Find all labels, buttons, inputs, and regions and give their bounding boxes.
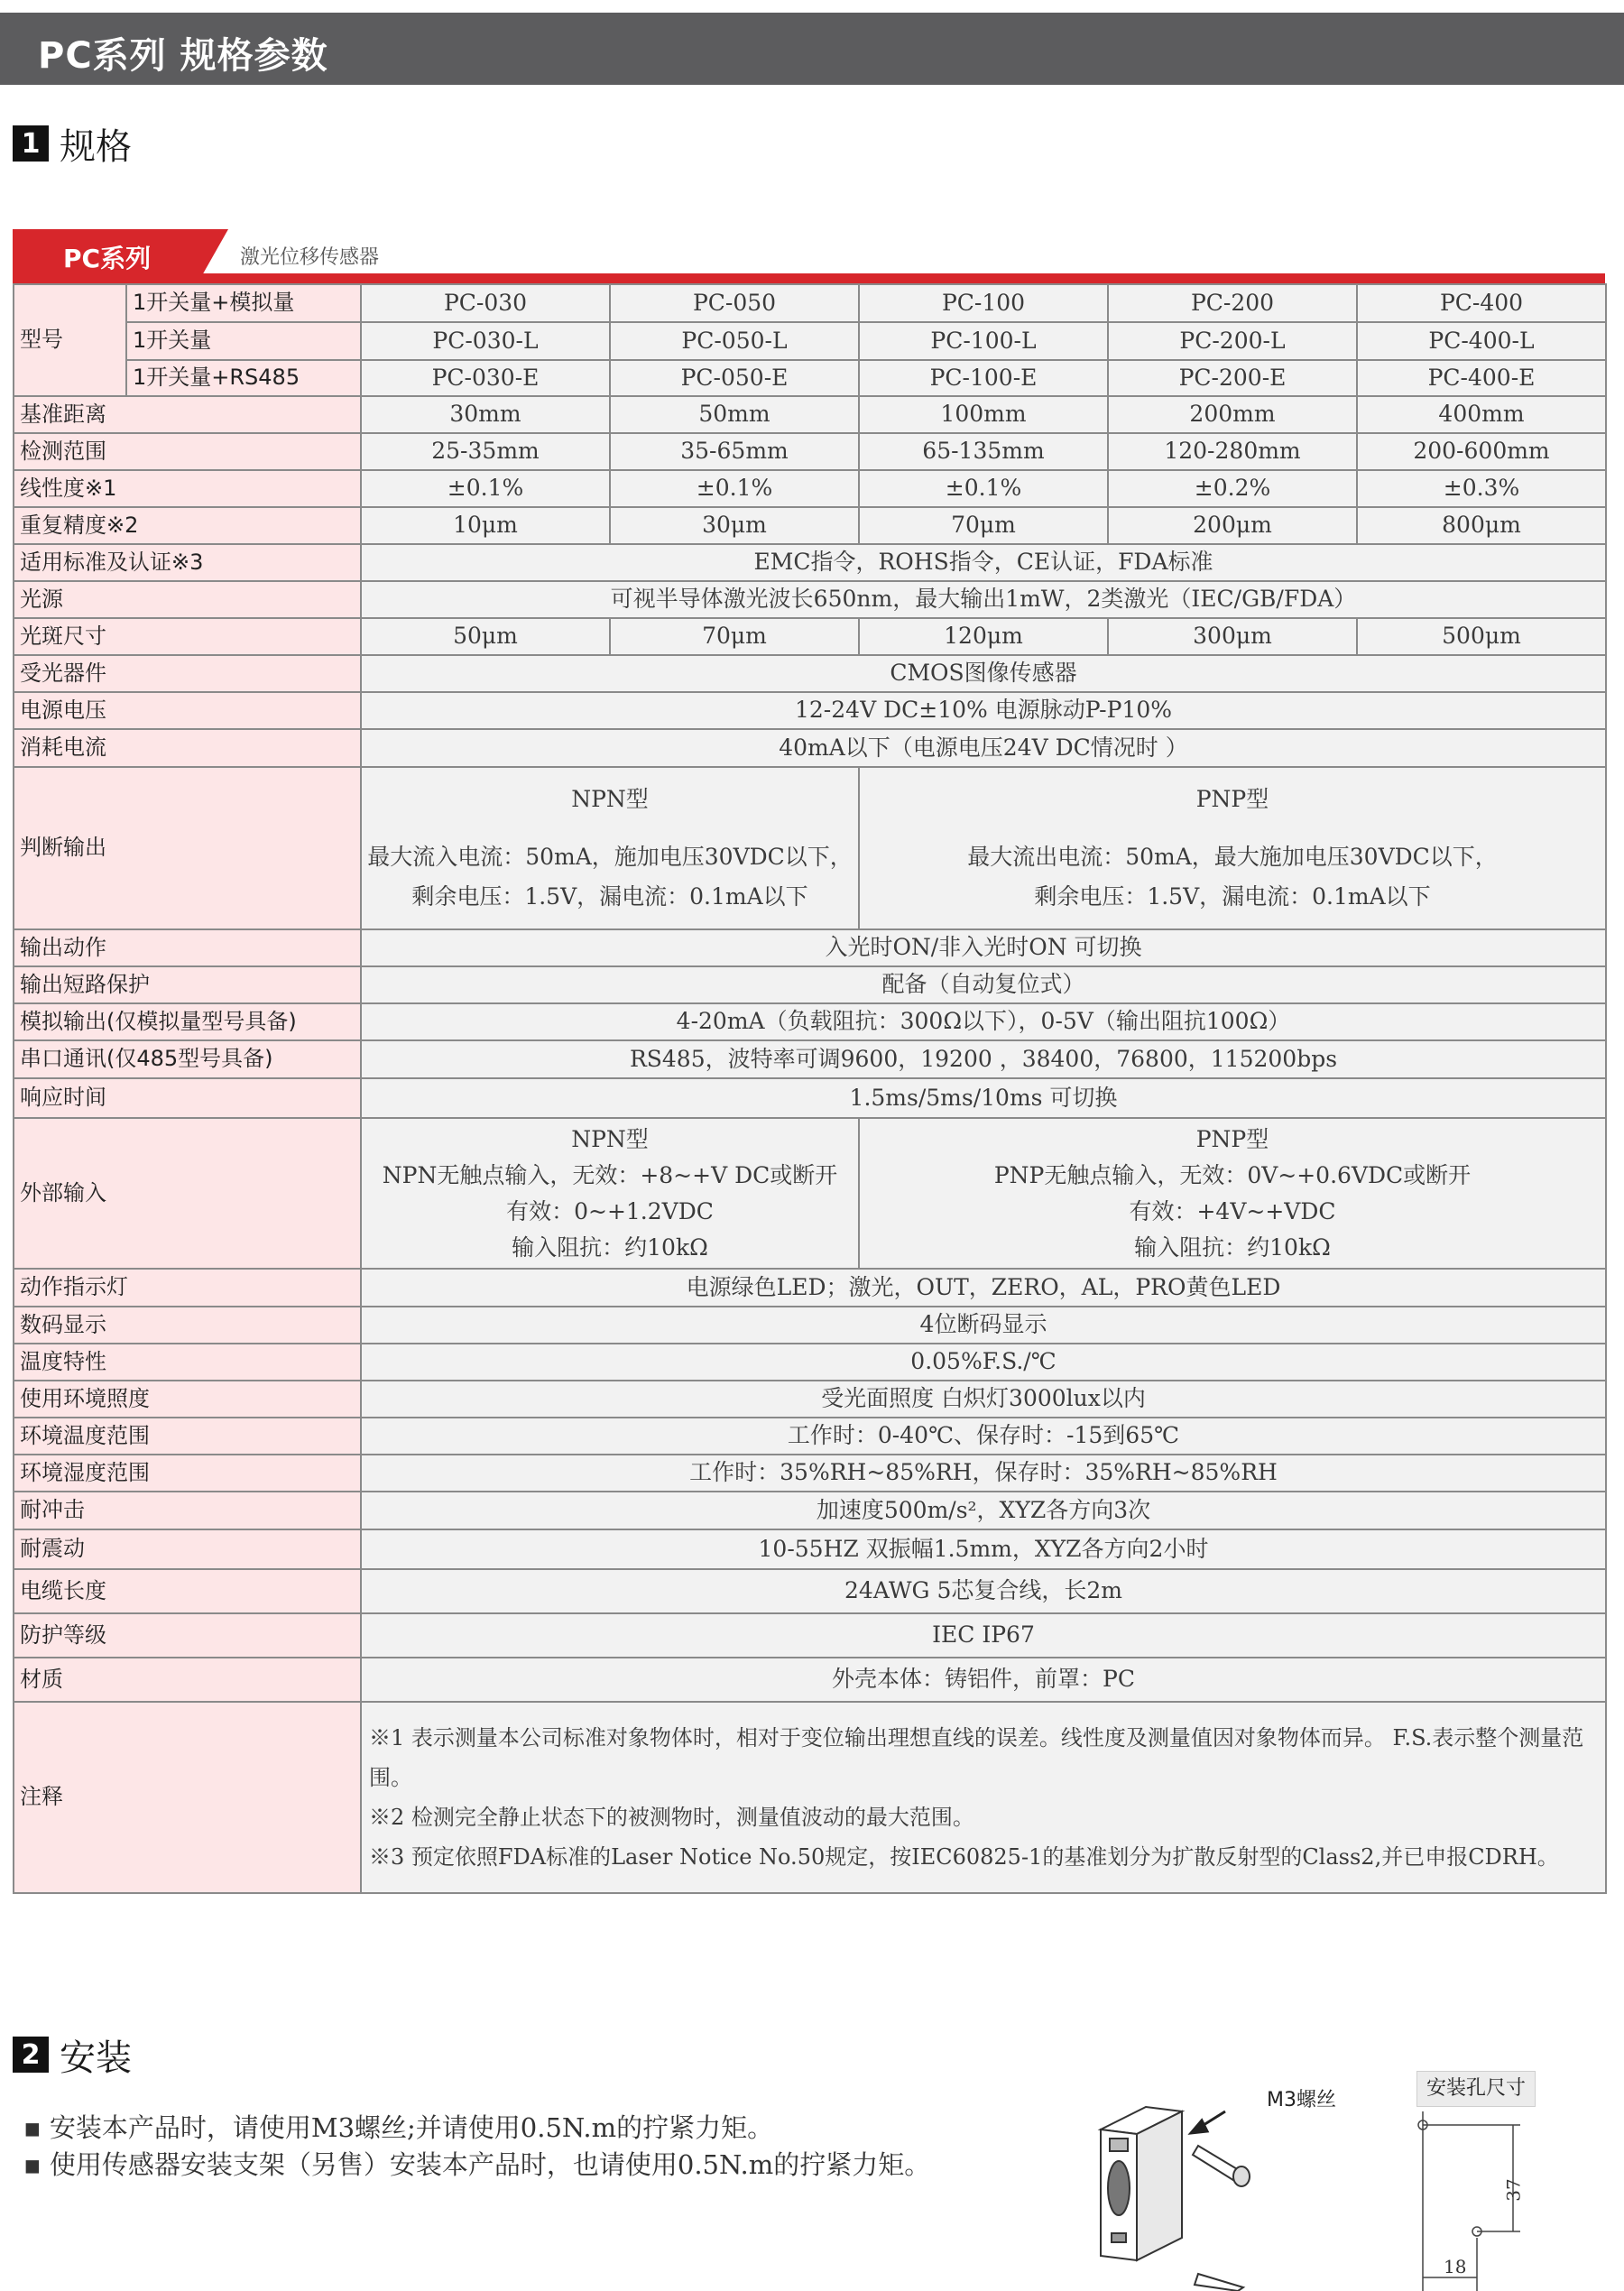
pnp-input-cell	[859, 1118, 1606, 1269]
series-tab	[13, 229, 198, 283]
npn-line: 有效：0~+1.2VDC	[506, 1197, 714, 1224]
dimension-horizontal: 18	[1444, 2256, 1467, 2277]
value-cell: 30mm	[361, 396, 610, 433]
hole-dimension-drawing	[1403, 2111, 1556, 2291]
row-label: 消耗电流	[14, 729, 361, 767]
sensor-body-drawing	[1101, 2107, 1182, 2260]
value-cell: CMOS图像传感器	[361, 655, 1606, 692]
value-cell: ±0.1%	[859, 470, 1108, 507]
value-cell: 70μm	[859, 507, 1108, 544]
value-cell: 4-20mA（负载阻抗：300Ω以下），0-5V（输出阻抗100Ω）	[361, 1003, 1606, 1040]
table-row	[14, 1613, 1606, 1658]
value-cell: RS485，波特率可调9600，19200 ，38400，76800，115200bps	[361, 1040, 1606, 1078]
pnp-title: PNP型	[1195, 1125, 1269, 1152]
table-row	[14, 470, 1606, 507]
row-label: 基准距离	[14, 396, 361, 433]
row-label: 耐震动	[14, 1529, 361, 1569]
row-label: 耐冲击	[14, 1492, 361, 1529]
value-cell: 10-55HZ 双振幅1.5mm，XYZ各方向2小时	[361, 1529, 1606, 1569]
npn-line: 输入阻抗：约10kΩ	[512, 1233, 708, 1261]
value-cell: 配备（自动复位式）	[361, 966, 1606, 1003]
install-instruction: ▪ 安装本产品时，请使用M3螺丝;并请使用0.5N.m的拧紧力矩。	[23, 2112, 774, 2143]
value-cell: 800μm	[1357, 507, 1606, 544]
value-cell: 12-24V DC±10% 电源脉动P-P10%	[361, 692, 1606, 729]
model-cell: PC-200	[1108, 284, 1357, 322]
notes-cell	[361, 1702, 1606, 1893]
row-label: 输出动作	[14, 929, 361, 966]
table-row	[14, 729, 1606, 767]
pnp-line: 剩余电压：1.5V，漏电流：0.1mA以下	[1034, 883, 1431, 910]
table-row	[14, 1381, 1606, 1418]
table-row	[14, 396, 1606, 433]
model-cell: PC-100-L	[859, 322, 1108, 360]
series-underline	[13, 273, 1605, 283]
table-row	[14, 655, 1606, 692]
value-cell: 25-35mm	[361, 433, 610, 470]
table-row	[14, 1455, 1606, 1492]
series-name: PC系列	[63, 244, 152, 273]
value-cell: 50mm	[610, 396, 859, 433]
value-cell: 加速度500m/s²，XYZ各方向3次	[361, 1492, 1606, 1529]
header-banner	[0, 13, 1624, 85]
install-instruction: ▪ 使用传感器安装支架（另售）安装本产品时，也请使用0.5N.m的拧紧力矩。	[23, 2149, 931, 2180]
table-row	[14, 507, 1606, 544]
model-cell: PC-400-L	[1357, 322, 1606, 360]
series-subtitle: 激光位移传感器	[240, 246, 380, 269]
spec-table	[13, 283, 1607, 1894]
value-cell: 30μm	[610, 507, 859, 544]
npn-title: NPN型	[571, 1125, 649, 1152]
section-1-heading	[13, 121, 132, 166]
table-row	[14, 1307, 1606, 1344]
row-label: 串口通讯(仅485型号具备)	[14, 1040, 361, 1078]
row-label: 受光器件	[14, 655, 361, 692]
table-row	[14, 966, 1606, 1003]
note-line: ※2 检测完全静止状态下的被测物时，测量值波动的最大范围。	[369, 1805, 974, 1830]
row-label: 电缆长度	[14, 1569, 361, 1613]
row-label: 环境湿度范围	[14, 1455, 361, 1492]
value-cell: ±0.1%	[361, 470, 610, 507]
row-label: 线性度※1	[14, 470, 361, 507]
value-cell: 400mm	[1357, 396, 1606, 433]
value-cell: 200mm	[1108, 396, 1357, 433]
table-row	[14, 284, 1606, 322]
table-row	[14, 322, 1606, 360]
value-cell: 电源绿色LED；激光，OUT，ZERO，AL，PRO黄色LED	[361, 1269, 1606, 1307]
page-title: PC系列 规格参数	[38, 35, 328, 77]
table-row	[14, 1078, 1606, 1118]
npn-title: NPN型	[571, 786, 649, 812]
model-cell: PC-200-L	[1108, 322, 1357, 360]
value-cell: 50μm	[361, 618, 610, 655]
value-cell: 可视半导体激光波长650nm，最大输出1mW，2类激光（IEC/GB/FDA）	[361, 581, 1606, 618]
row-label: 判断输出	[14, 767, 361, 929]
model-cell: PC-400	[1357, 284, 1606, 322]
value-cell: 35-65mm	[610, 433, 859, 470]
series-tab-notch	[198, 229, 228, 283]
value-cell: 500μm	[1357, 618, 1606, 655]
screw-drawing	[1193, 2146, 1250, 2291]
value-cell: 100mm	[859, 396, 1108, 433]
npn-input-cell	[361, 1118, 859, 1269]
value-cell: 24AWG 5芯复合线，长2m	[361, 1569, 1606, 1613]
value-cell: 1.5ms/5ms/10ms 可切换	[361, 1078, 1606, 1118]
table-row	[14, 433, 1606, 470]
row-label: 响应时间	[14, 1078, 361, 1118]
value-cell: ±0.1%	[610, 470, 859, 507]
pnp-line: 最大流出电流：50mA，最大施加电压30VDC以下，	[967, 844, 1498, 870]
series-bar	[13, 229, 1605, 283]
row-label: 重复精度※2	[14, 507, 361, 544]
table-row	[14, 1040, 1606, 1078]
arrow-icon	[1191, 2111, 1225, 2133]
value-cell: 工作时：0-40℃、保存时：-15到65℃	[361, 1418, 1606, 1455]
row-label: 注释	[14, 1702, 361, 1893]
value-cell: 65-135mm	[859, 433, 1108, 470]
row-label: 材质	[14, 1658, 361, 1702]
row-label: 适用标准及认证※3	[14, 544, 361, 581]
value-cell: 120-280mm	[1108, 433, 1357, 470]
table-row	[14, 929, 1606, 966]
variant-label: 1开关量	[126, 322, 361, 360]
table-row	[14, 1003, 1606, 1040]
value-cell: 工作时：35%RH~85%RH，保存时：35%RH~85%RH	[361, 1455, 1606, 1492]
npn-line: 最大流入电流：50mA，施加电压30VDC以下，	[367, 844, 853, 870]
row-label: 温度特性	[14, 1344, 361, 1381]
value-cell: ±0.2%	[1108, 470, 1357, 507]
row-label: 防护等级	[14, 1613, 361, 1658]
table-row	[14, 692, 1606, 729]
table-row	[14, 544, 1606, 581]
model-cell: PC-050-L	[610, 322, 859, 360]
npn-output-cell	[361, 767, 859, 929]
value-cell: IEC IP67	[361, 1613, 1606, 1658]
screw-label: M3螺丝	[1267, 2089, 1336, 2111]
table-row	[14, 1269, 1606, 1307]
value-cell: 70μm	[610, 618, 859, 655]
value-cell: ±0.3%	[1357, 470, 1606, 507]
table-row	[14, 1702, 1606, 1893]
section-2-title: 安装	[60, 2037, 132, 2079]
row-label: 检测范围	[14, 433, 361, 470]
row-label: 输出短路保护	[14, 966, 361, 1003]
row-label: 数码显示	[14, 1307, 361, 1344]
table-row	[14, 581, 1606, 618]
value-cell: 外壳本体：铸铝件，前罩：PC	[361, 1658, 1606, 1702]
model-cell: PC-050	[610, 284, 859, 322]
table-row	[14, 1418, 1606, 1455]
table-row	[14, 618, 1606, 655]
dimension-vertical: 37	[1502, 2178, 1525, 2202]
row-label: 环境温度范围	[14, 1418, 361, 1455]
row-label: 光斑尺寸	[14, 618, 361, 655]
model-cell: PC-200-E	[1108, 360, 1357, 396]
model-label: 型号	[14, 284, 126, 396]
table-row	[14, 1344, 1606, 1381]
variant-label: 1开关量+模拟量	[126, 284, 361, 322]
value-cell: 入光时ON/非入光时ON 可切换	[361, 929, 1606, 966]
value-cell: 0.05%F.S./℃	[361, 1344, 1606, 1381]
value-cell: 200-600mm	[1357, 433, 1606, 470]
value-cell: 200μm	[1108, 507, 1357, 544]
model-cell: PC-050-E	[610, 360, 859, 396]
value-cell: 10μm	[361, 507, 610, 544]
row-label: 模拟输出(仅模拟量型号具备)	[14, 1003, 361, 1040]
row-label: 电源电压	[14, 692, 361, 729]
row-label: 使用环境照度	[14, 1381, 361, 1418]
note-line: ※3 预定依照FDA标准的Laser Notice No.50规定，按IEC60825-1的基准划分为扩散反射型的Class2,并已申报CDRH。	[369, 1844, 1559, 1870]
model-cell: PC-100-E	[859, 360, 1108, 396]
table-row	[14, 1118, 1606, 1269]
table-row	[14, 1569, 1606, 1613]
pnp-line: PNP无触点输入，无效：0V~+0.6VDC或断开	[993, 1161, 1472, 1188]
model-cell: PC-100	[859, 284, 1108, 322]
value-cell: 40mA以下（电源电压24V DC情况时 ）	[361, 729, 1606, 767]
model-cell: PC-030	[361, 284, 610, 322]
model-cell: PC-030-E	[361, 360, 610, 396]
model-cell: PC-030-L	[361, 322, 610, 360]
pnp-line: 输入阻抗：约10kΩ	[1134, 1233, 1331, 1261]
pnp-title: PNP型	[1195, 786, 1269, 812]
value-cell: 受光面照度 白炽灯3000lux以内	[361, 1381, 1606, 1418]
section-2-number: 2	[13, 2037, 49, 2073]
section-1-title: 规格	[60, 125, 132, 168]
value-cell: 4位断码显示	[361, 1307, 1606, 1344]
value-cell: EMC指令，ROHS指令，CE认证，FDA标准	[361, 544, 1606, 581]
value-cell: 120μm	[859, 618, 1108, 655]
hole-size-title: 安装孔尺寸	[1416, 2071, 1536, 2107]
table-row	[14, 1658, 1606, 1702]
npn-line: NPN无触点输入，无效：+8~+V DC或断开	[382, 1161, 838, 1188]
table-row	[14, 767, 1606, 929]
table-row	[14, 360, 1606, 396]
table-row	[14, 1492, 1606, 1529]
row-label: 外部输入	[14, 1118, 361, 1269]
row-label: 光源	[14, 581, 361, 618]
model-cell: PC-400-E	[1357, 360, 1606, 396]
note-line: ※1 表示测量本公司标准对象物体时，相对于变位输出理想直线的误差。线性度及测量值因对象物体而异。 F.S.表示整个测量范围。	[369, 1725, 1584, 1790]
table-row	[14, 1529, 1606, 1569]
section-2-heading	[13, 2032, 132, 2077]
pnp-line: 有效：+4V~+VDC	[1129, 1197, 1336, 1224]
row-label: 动作指示灯	[14, 1269, 361, 1307]
pnp-output-cell	[859, 767, 1606, 929]
variant-label: 1开关量+RS485	[126, 360, 361, 396]
npn-line: 剩余电压：1.5V，漏电流：0.1mA以下	[411, 883, 808, 910]
section-1-number: 1	[13, 125, 49, 162]
value-cell: 300μm	[1108, 618, 1357, 655]
